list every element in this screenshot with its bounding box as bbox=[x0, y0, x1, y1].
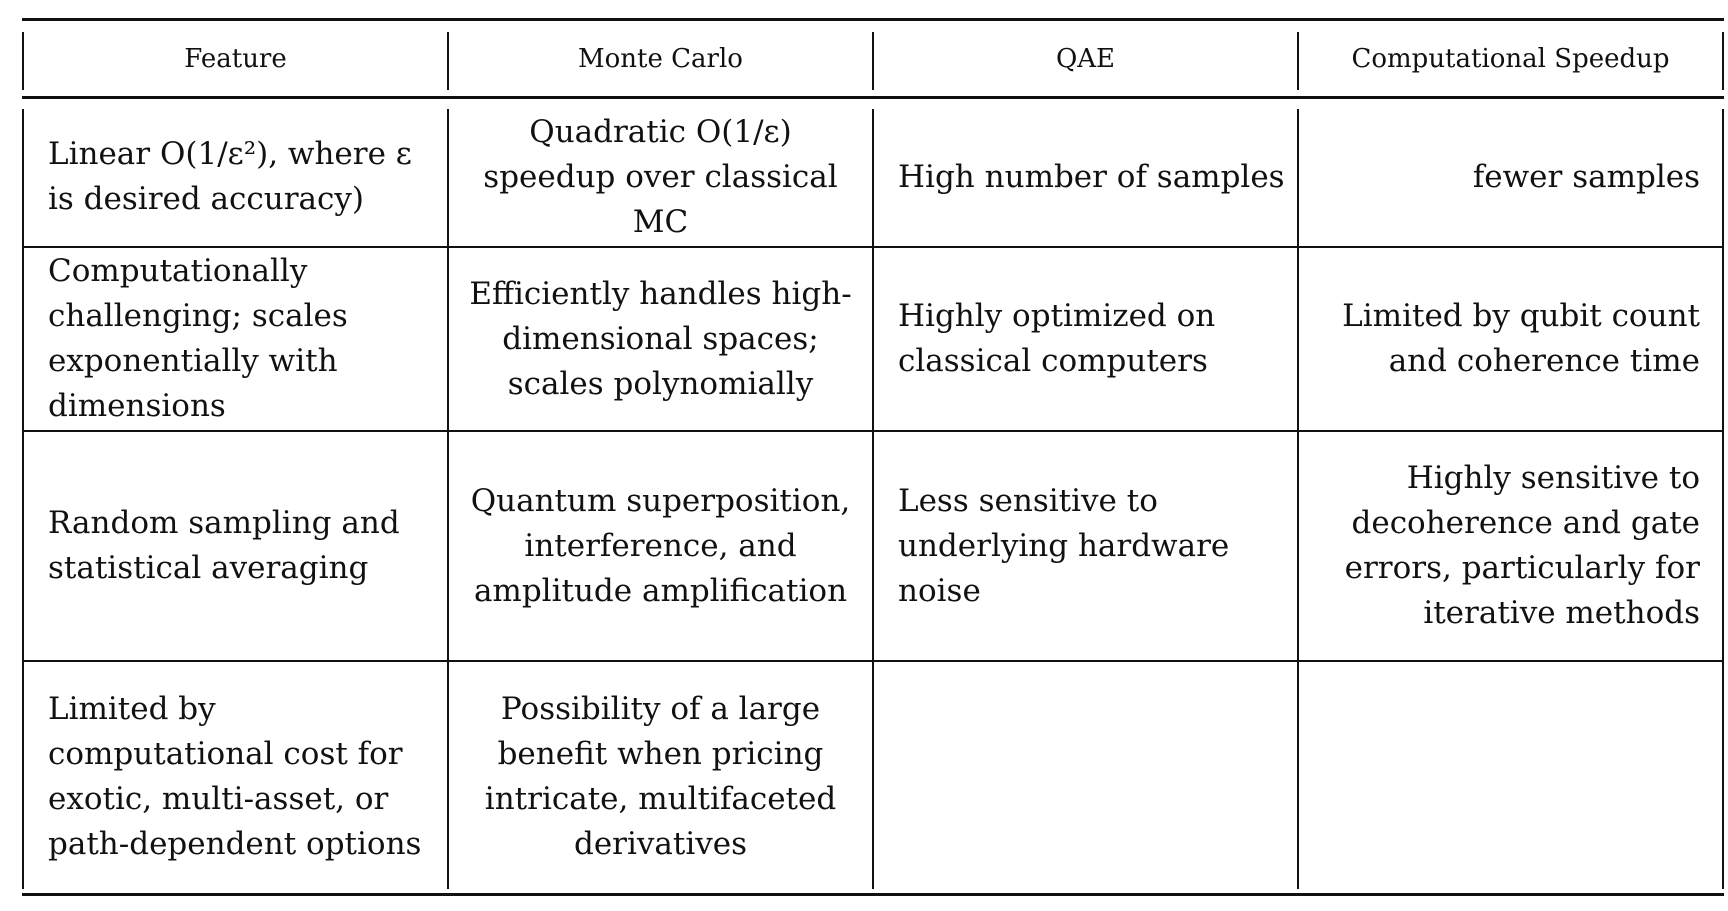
header-monte-carlo bbox=[449, 21, 872, 96]
header-label: Monte Carlo bbox=[578, 43, 743, 74]
cell-text: Quadratic O(1/ε) speedup over classical MC bbox=[483, 113, 838, 240]
column-divider bbox=[1722, 109, 1724, 889]
table-cell bbox=[24, 248, 447, 430]
header-label: QAE bbox=[1055, 43, 1116, 74]
cell-text: Highly optimized on classical computers bbox=[898, 298, 1216, 379]
header-label: Feature bbox=[184, 43, 287, 74]
table-cell bbox=[1299, 662, 1722, 892]
header-feature bbox=[24, 21, 447, 96]
table-cell bbox=[874, 432, 1297, 660]
table-cell bbox=[449, 662, 872, 892]
cell-text: Linear O(1/ε²), where ε is desired accuracy) bbox=[48, 136, 412, 217]
cell-text: Highly sensitive to decoherence and gate errors, particularly for iterative methods bbox=[1344, 460, 1700, 631]
cell-text: Efficiently handles high-dimensional spaces; scales polynomially bbox=[469, 275, 852, 402]
table-cell bbox=[24, 662, 447, 892]
table-cell bbox=[1299, 432, 1722, 660]
cell-text: Less sensitive to underlying hardware noise bbox=[898, 482, 1230, 609]
cell-text: Random sampling and statistical averaging bbox=[48, 505, 400, 586]
table-cell bbox=[449, 108, 872, 246]
cell-text: Possibility of a large benefit when pricing intricate, multifaceted derivatives bbox=[484, 691, 837, 862]
cell-text: Limited by qubit count and coherence time bbox=[1342, 298, 1700, 379]
header-qae bbox=[874, 21, 1297, 96]
column-divider bbox=[1722, 32, 1724, 90]
table-cell bbox=[1299, 108, 1722, 246]
table-cell bbox=[874, 248, 1297, 430]
cell-text: Computationally challenging; scales exponentially with dimensions bbox=[48, 253, 348, 424]
table-cell bbox=[449, 432, 872, 660]
header-label: Computational Speedup bbox=[1351, 43, 1670, 74]
bottom-rule bbox=[22, 893, 1724, 896]
table-cell bbox=[24, 432, 447, 660]
table-cell bbox=[449, 248, 872, 430]
cell-text: Quantum superposition, interference, and amplitude amplification bbox=[470, 482, 851, 609]
table-cell bbox=[1299, 248, 1722, 430]
cell-text: fewer samples bbox=[1472, 158, 1700, 195]
table-cell bbox=[24, 108, 447, 246]
cell-text: High number of samples bbox=[898, 158, 1285, 195]
header-rule bbox=[22, 96, 1724, 99]
table-cell bbox=[874, 662, 1297, 892]
cell-text: Limited by computational cost for exotic, multi-asset, or path-dependent options bbox=[48, 691, 422, 862]
table-cell bbox=[874, 108, 1297, 246]
header-speedup bbox=[1299, 21, 1722, 96]
